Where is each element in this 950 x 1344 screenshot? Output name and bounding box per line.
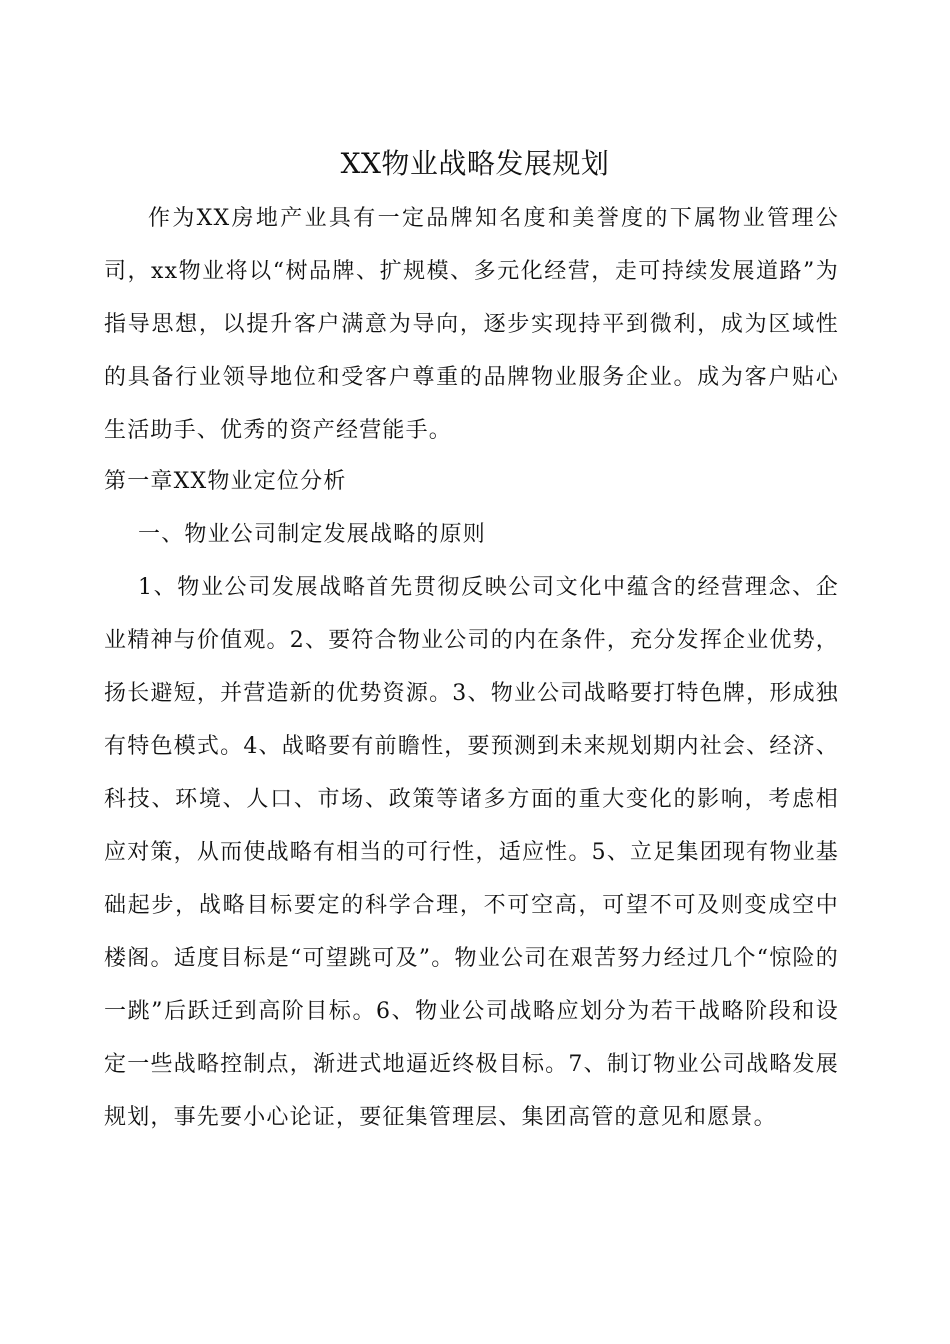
principles-paragraph: 1、物业公司发展战略首先贯彻反映公司文化中蕴含的经营理念、企业精神与价值观。2、要符合物业公司的内在条件，充分发挥企业优势，扬长避短，并营造新的优势资源。3、物业公司战略要打特色牌，形成独有特色模式。4、战略要有前瞻性，要预测到未来规划期内社会、经济、科技、环境、人口、市场、政策等诸多方面的重大变化的影响，考虑相应对策，从而使战略有相当的可行性，适应性。5、立足集团现有物业基础起步，战略目标要定的科学合理，不可空高，可望不可及则变成空中楼阁。适度目标是“可望跳可及”。物业公司在艰苦努力经过几个“惊险的一跳”后跃迁到高阶目标。6、物业公司战略应划分为若干战略阶段和设定一些战略控制点，渐进式地逼近终极目标。7、制订物业公司战略发展规划，事先要小心论证，要征集管理层、集团高管的意见和愿景。 [104, 575, 839, 1130]
document-title: XX物业战略发展规划 [340, 147, 610, 180]
section-heading: 一、物业公司制定发展战略的原则 [138, 522, 487, 547]
intro-paragraph: 作为XX房地产业具有一定品牌知名度和美誉度的下属物业管理公司，xx物业将以“树品牌、扩规模、多元化经营，走可持续发展道路”为指导思想，以提升客户满意为导向，逐步实现持平到微利，成为区域性的具备行业领导地位和受客户尊重的品牌物业服务企业。成为客户贴心生活助手、优秀的资产经营能手。 [104, 206, 839, 443]
chapter-heading: 第一章XX物业定位分析 [104, 469, 347, 494]
